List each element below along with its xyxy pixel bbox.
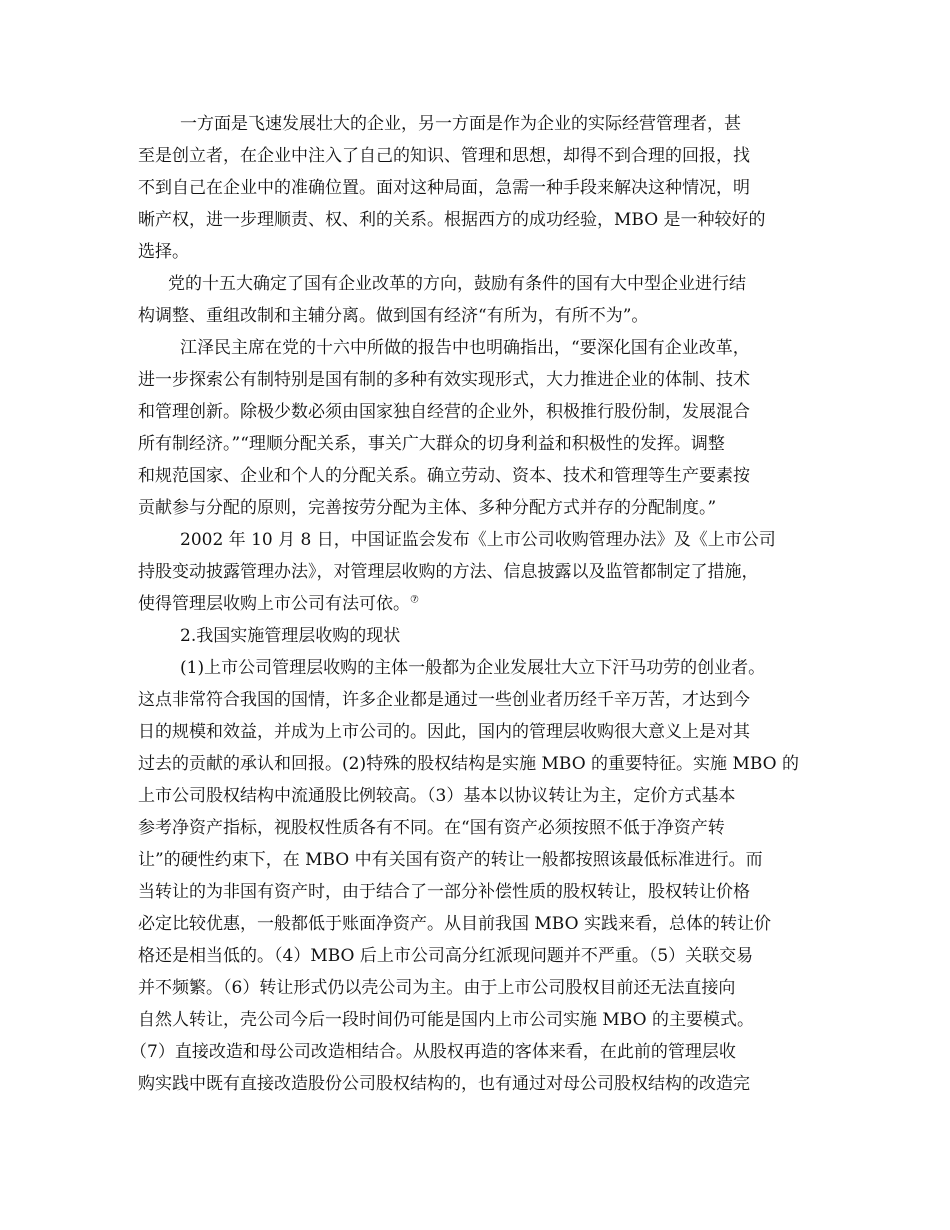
paragraph-line: 这点非常符合我国的国情，许多企业都是通过一些创业者历经千辛万苦，才达到今 [138,690,750,710]
paragraph-line: 持股变动披露管理办法》，对管理层收购的方法、信息披露以及监管都制定了措施， [138,562,759,582]
paragraph-line: 参考净资产指标，视股权性质各有不同。在“国有资产必须按照不低于净资产转 [138,818,725,838]
paragraph-line-with-footnote [138,592,419,616]
paragraph-line: 不到自己在企业中的准确位置。面对这种局面，急需一种手段来解决这种情况，明 [138,178,750,198]
paragraph-line: 并不频繁。（6）转让形式仍以壳公司为主。由于上市公司股权目前还无法直接向 [138,978,736,998]
paragraph-line: 当转让的为非国有资产时，由于结合了一部分补偿性质的股权转让，股权转让价格 [138,882,750,902]
paragraph-line: （7）直接改造和母公司改造相结合。从股权再造的客体来看，在此前的管理层收 [130,1042,736,1062]
paragraph-line: 所有制经济。”“理顺分配关系，事关广大群众的切身利益和积极性的发挥。调整 [138,434,725,454]
paragraph-line: 购实践中既有直接改造股份公司股权结构的，也有通过对母公司股权结构的改造完 [138,1074,750,1094]
paragraph-line: 党的十五大确定了国有企业改革的方向，鼓励有条件的国有大中型企业进行结 [168,274,746,294]
paragraph-line: 选择。 [138,242,189,262]
paragraph-line: 过去的贡献的承认和回报。(2)特殊的股权结构是实施 MBO 的重要特征。实施 MBO 的 [138,754,799,774]
paragraph-line: 进一步探索公有制特别是国有制的多种有效实现形式，大力推进企业的体制、技术 [138,370,750,390]
paragraph-line: 和规范国家、企业和个人的分配关系。确立劳动、资本、技术和管理等生产要素按 [138,466,750,486]
paragraph-line: 构调整、重组改制和主辅分离。做到国有经济“有所为，有所不为”。 [138,306,649,326]
paragraph-line: 晰产权，进一步理顺责、权、利的关系。根据西方的成功经验，MBO 是一种较好的 [138,210,766,230]
footnote-marker: ⑦ [410,594,419,606]
paragraph-line: 让”的硬性约束下，在 MBO 中有关国有资产的转让一般都按照该最低标准进行。而 [138,850,763,870]
paragraph-line: 必定比较优惠，一般都低于账面净资产。从目前我国 MBO 实践来看，总体的转让价 [138,914,771,934]
paragraph-line: 贡献参与分配的原则，完善按劳分配为主体、多种分配方式并存的分配制度。” [138,498,717,518]
paragraph-line: 至是创立者，在企业中注入了自己的知识、管理和思想，却得不到合理的回报，找 [138,146,750,166]
paragraph-line: 一方面是飞速发展壮大的企业，另一方面是作为企业的实际经营管理者，甚 [180,114,741,134]
section-heading: 2.我国实施管理层收购的现状 [180,626,401,646]
paragraph-line: (1)上市公司管理层收购的主体一般都为企业发展壮大立下汗马功劳的创业者。 [180,658,766,678]
paragraph-line: 2002 年 10 月 8 日，中国证监会发布《上市公司收购管理办法》及《上市公司 [180,530,776,550]
paragraph-line: 格还是相当低的。（4）MBO 后上市公司高分红派现问题并不严重。（5）关联交易 [138,946,754,966]
paragraph-line: 上市公司股权结构中流通股比例较高。（3）基本以协议转让为主，定价方式基本 [138,786,736,806]
paragraph-line: 和管理创新。除极少数必须由国家独自经营的企业外，积极推行股份制，发展混合 [138,402,750,422]
paragraph-line: 日的规模和效益，并成为上市公司的。因此，国内的管理层收购很大意义上是对其 [138,722,750,742]
paragraph-line: 自然人转让，壳公司今后一段时间仍可能是国内上市公司实施 MBO 的主要模式。 [138,1010,754,1030]
paragraph-line: 江泽民主席在党的十六中所做的报告中也明确指出，“要深化国有企业改革， [180,338,750,358]
paragraph-text: 使得管理层收购上市公司有法可依。 [138,594,410,614]
